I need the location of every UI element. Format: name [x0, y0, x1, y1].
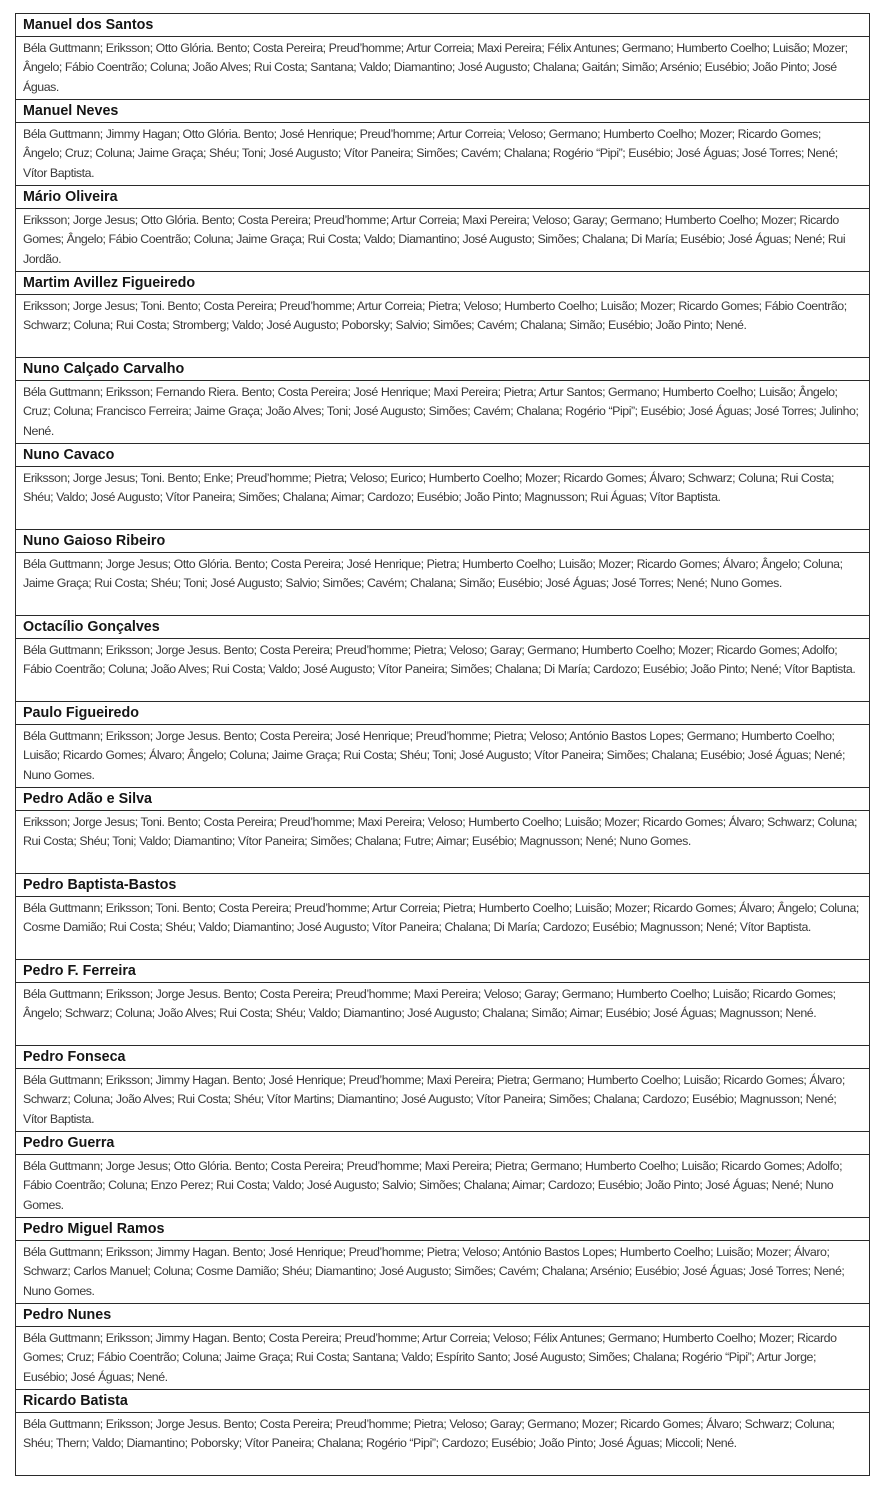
- team-list: Béla Guttmann; Eriksson; Otto Glória. Bento; Costa Pereira; Preud’homme; Artur Correia; Maxi Pereira; Félix Antunes; Germano; Humberto Coelho; Luisão; Mozer; Ângelo; Fábio Coentrão; Coluna; João Alves; Rui Costa; Santana; Valdo; Diamantino; José Augusto; Chalana; Gaitán; Simão; Arsénio; Eusébio; João Pinto; José Águas.: [23, 41, 848, 94]
- team-list: Béla Guttmann; Jimmy Hagan; Otto Glória. Bento; José Henrique; Preud’homme; Artur Correia; Veloso; Germano; Humberto Coelho; Mozer; Ricardo Gomes; Ângelo; Cruz; Coluna; Jaime Graça; Shéu; Toni; José Augusto; Vítor Paneira; Simões; Cavém; Chalana; Rogério “Pipi”; Eusébio; José Águas; José Torres; Nené; Vítor Baptista.: [23, 127, 838, 180]
- contributor-name: Nuno Calçado Carvalho: [16, 358, 869, 381]
- team-list: Béla Guttmann; Eriksson; Jorge Jesus. Bento; Costa Pereira; José Henrique; Preud’homme; Pietra; Veloso; António Bastos Lopes; Germano; Humberto Coelho; Luisão; Ricardo Gomes; Álvaro; Ângelo; Coluna; Jaime Graça; Rui Costa; Shéu; Toni; José Augusto; Vítor Paneira; Simões; Chalana; Eusébio; José Águas; Nené; Nuno Gomes.: [23, 729, 845, 782]
- entry: [16, 1131, 869, 1217]
- entry: [16, 873, 869, 959]
- team-list: Béla Guttmann; Jorge Jesus; Otto Glória. Bento; Costa Pereira; José Henrique; Pietra; Humberto Coelho; Luisão; Mozer; Ricardo Gomes; Álvaro; Ângelo; Coluna; Jaime Graça; Rui Costa; Shéu; Toni; José Augusto; Salvio; Simões; Cavém; Chalana; Simão; Eusébio; José Águas; José Torres; Nené; Nuno Gomes.: [23, 557, 843, 591]
- contributor-name: Pedro Guerra: [16, 1132, 869, 1155]
- contributor-name: Octacílio Gonçalves: [16, 616, 869, 639]
- entry: [16, 357, 869, 443]
- team-list: Eriksson; Jorge Jesus; Toni. Bento; Enke; Preud’homme; Pietra; Veloso; Eurico; Humberto Coelho; Mozer; Ricardo Gomes; Álvaro; Schwarz; Coluna; Rui Costa; Shéu; Valdo; José Augusto; Vítor Paneira; Simões; Chalana; Aimar; Cardozo; Eusébio; João Pinto; Magnusson; Rui Águas; Vítor Baptista.: [23, 471, 835, 505]
- contributor-name: Pedro Baptista-Bastos: [16, 874, 869, 897]
- team-list: Eriksson; Jorge Jesus; Toni. Bento; Costa Pereira; Preud’homme; Artur Correia; Pietra; Veloso; Humberto Coelho; Luisão; Mozer; Ricardo Gomes; Fábio Coentrão; Schwarz; Coluna; Rui Costa; Stromberg; Valdo; José Augusto; Poborsky; Salvio; Simões; Cavém; Chalana; Simão; Eusébio; João Pinto; Nené.: [23, 299, 847, 333]
- entry: [16, 99, 869, 185]
- entry: [16, 1389, 869, 1475]
- team-list: Béla Guttmann; Eriksson; Jimmy Hagan. Bento; José Henrique; Preud’homme; Pietra; Veloso; António Bastos Lopes; Humberto Coelho; Luisão; Mozer; Álvaro; Schwarz; Carlos Manuel; Coluna; Cosme Damião; Shéu; Diamantino; José Augusto; Simões; Cavém; Chalana; Arsénio; Eusébio; José Águas; José Torres; Nené; Nuno Gomes.: [23, 1245, 845, 1298]
- contributor-name: Nuno Gaioso Ribeiro: [16, 530, 869, 553]
- entry: [16, 787, 869, 873]
- contributor-name: Pedro Adão e Silva: [16, 788, 869, 811]
- contributor-name: Pedro F. Ferreira: [16, 960, 869, 983]
- entry: [16, 959, 869, 1045]
- team-list: Béla Guttmann; Eriksson; Jorge Jesus. Bento; Costa Pereira; Preud’homme; Maxi Pereira; Veloso; Garay; Germano; Humberto Coelho; Luisão; Ricardo Gomes; Ângelo; Schwarz; Coluna; João Alves; Rui Costa; Shéu; Valdo; Diamantino; José Augusto; Chalana; Simão; Aimar; Eusébio; José Águas; Magnusson; Nené.: [23, 987, 836, 1021]
- contributor-name: Mário Oliveira: [16, 186, 869, 209]
- contributor-name: Pedro Fonseca: [16, 1046, 869, 1069]
- contributor-name: Martim Avillez Figueiredo: [16, 272, 869, 295]
- contributor-name: Pedro Nunes: [16, 1304, 869, 1327]
- team-list: Béla Guttmann; Eriksson; Jimmy Hagan. Bento; José Henrique; Preud’homme; Maxi Pereira; Pietra; Germano; Humberto Coelho; Luisão; Ricardo Gomes; Álvaro; Schwarz; Coluna; João Alves; Rui Costa; Shéu; Vítor Martins; Diamantino; José Augusto; Vítor Paneira; Simões; Chalana; Cardozo; Eusébio; Magnusson; Nené; Vítor Baptista.: [23, 1073, 845, 1126]
- team-list: Béla Guttmann; Eriksson; Toni. Bento; Costa Pereira; Preud’homme; Artur Correia; Pietra; Humberto Coelho; Luisão; Mozer; Ricardo Gomes; Álvaro; Ângelo; Coluna; Cosme Damião; Rui Costa; Shéu; Valdo; Diamantino; José Augusto; Vítor Paneira; Chalana; Di María; Cardozo; Eusébio; Magnusson; Nené; Vítor Baptista.: [23, 901, 859, 935]
- team-list: Béla Guttmann; Eriksson; Jimmy Hagan. Bento; Costa Pereira; Preud’homme; Artur Correia; Veloso; Félix Antunes; Germano; Humberto Coelho; Mozer; Ricardo Gomes; Cruz; Fábio Coentrão; Coluna; Jaime Graça; Rui Costa; Santana; Valdo; Espírito Santo; José Augusto; Simões; Chalana; Rogério “Pipi”; Artur Jorge; Eusébio; José Águas; Nené.: [23, 1331, 837, 1384]
- entry: [16, 529, 869, 615]
- contributor-name: Manuel Neves: [16, 100, 869, 123]
- entry: [16, 1303, 869, 1389]
- entry: [16, 1217, 869, 1303]
- contributor-name: Manuel dos Santos: [16, 14, 869, 37]
- contributor-name: Pedro Miguel Ramos: [16, 1218, 869, 1241]
- entry: [16, 701, 869, 787]
- contributor-name: Paulo Figueiredo: [16, 702, 869, 725]
- entry: [16, 615, 869, 701]
- team-list: Béla Guttmann; Eriksson; Fernando Riera. Bento; Costa Pereira; José Henrique; Maxi Pereira; Pietra; Artur Santos; Germano; Humberto Coelho; Luisão; Ângelo; Cruz; Coluna; Francisco Ferreira; Jaime Graça; João Alves; Toni; José Augusto; Simões; Cavém; Chalana; Rogério “Pipi”; Eusébio; José Águas; José Torres; Julinho; Nené.: [23, 385, 859, 438]
- contributors-table: [15, 13, 870, 1476]
- team-list: Béla Guttmann; Eriksson; Jorge Jesus. Bento; Costa Pereira; Preud’homme; Pietra; Veloso; Garay; Germano; Humberto Coelho; Mozer; Ricardo Gomes; Adolfo; Fábio Coentrão; Coluna; João Alves; Rui Costa; Valdo; José Augusto; Vítor Paneira; Simões; Chalana; Di María; Cardozo; Eusébio; João Pinto; Nené; Vítor Baptista.: [23, 643, 856, 677]
- entry: [16, 185, 869, 271]
- team-list: Eriksson; Jorge Jesus; Otto Glória. Bento; Costa Pereira; Preud’homme; Artur Correia; Maxi Pereira; Veloso; Garay; Germano; Humberto Coelho; Mozer; Ricardo Gomes; Ângelo; Fábio Coentrão; Coluna; Jaime Graça; Rui Costa; Valdo; Diamantino; José Augusto; Simões; Chalana; Di María; Eusébio; José Águas; Nené; Rui Jordão.: [23, 213, 846, 266]
- entry: [16, 14, 869, 99]
- entry: [16, 271, 869, 357]
- contributor-name: Ricardo Batista: [16, 1390, 869, 1413]
- entry: [16, 1045, 869, 1131]
- contributor-name: Nuno Cavaco: [16, 444, 869, 467]
- team-list: Béla Guttmann; Jorge Jesus; Otto Glória. Bento; Costa Pereira; Preud’homme; Maxi Pereira; Pietra; Germano; Humberto Coelho; Luisão; Ricardo Gomes; Adolfo; Fábio Coentrão; Coluna; Enzo Perez; Rui Costa; Valdo; José Augusto; Salvio; Simões; Chalana; Aimar; Cardozo; Eusébio; João Pinto; José Águas; Nené; Nuno Gomes.: [23, 1159, 843, 1212]
- team-list: Béla Guttmann; Eriksson; Jorge Jesus. Bento; Costa Pereira; Preud’homme; Pietra; Veloso; Garay; Germano; Mozer; Ricardo Gomes; Álvaro; Schwarz; Coluna; Shéu; Thern; Valdo; Diamantino; Poborsky; Vítor Paneira; Chalana; Rogério “Pipi”; Cardozo; Eusébio; João Pinto; José Águas; Miccoli; Nené.: [23, 1417, 835, 1451]
- team-list: Eriksson; Jorge Jesus; Toni. Bento; Costa Pereira; Preud’homme; Maxi Pereira; Veloso; Humberto Coelho; Luisão; Mozer; Ricardo Gomes; Álvaro; Schwarz; Coluna; Rui Costa; Shéu; Toni; Valdo; Diamantino; Vítor Paneira; Simões; Chalana; Futre; Aimar; Eusébio; Magnusson; Nené; Nuno Gomes.: [23, 815, 858, 849]
- entry: [16, 443, 869, 529]
